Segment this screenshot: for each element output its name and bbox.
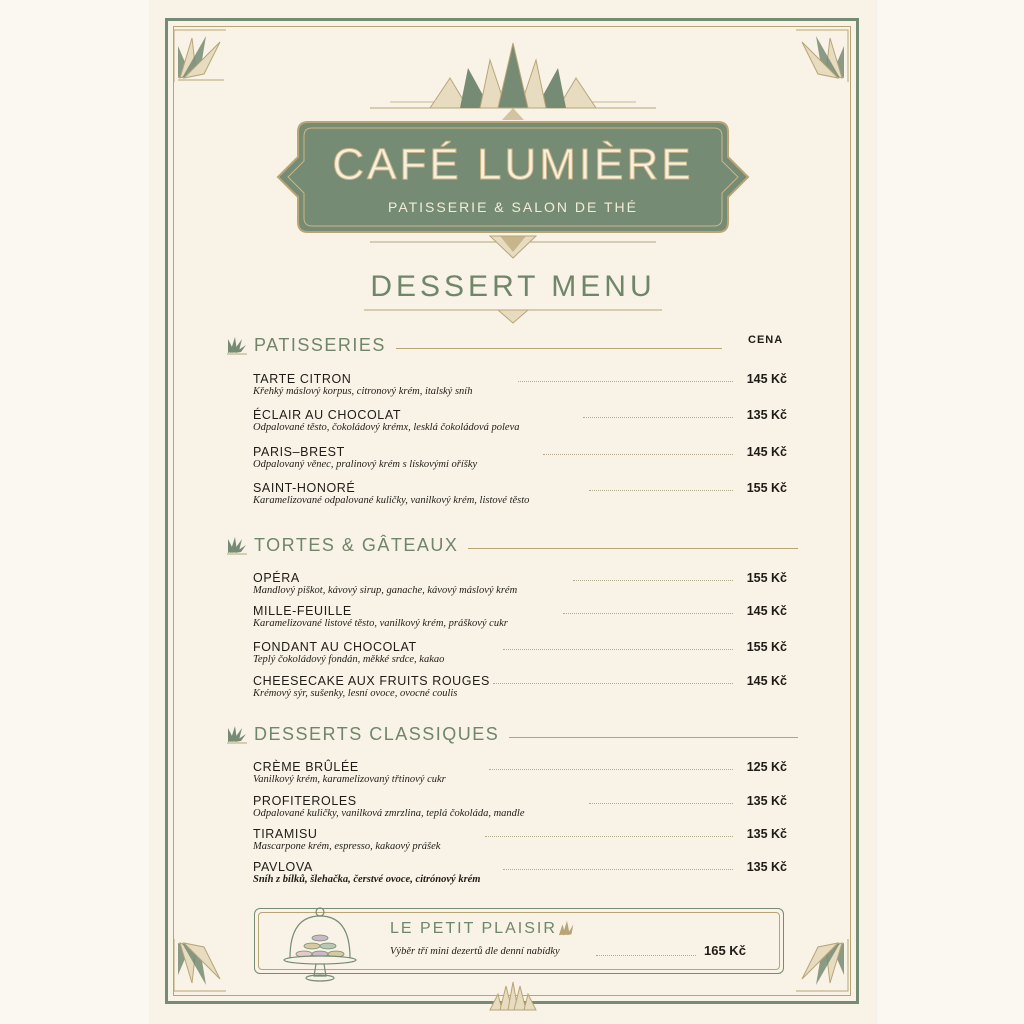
item-description: Odpalovaný věnec, pralinový krém s lískovými oříšky [253, 459, 478, 470]
item-description: Teplý čokoládový fondán, měkké srdce, kakao [253, 654, 445, 665]
item-price: 145 Kč [746, 445, 787, 459]
leader-dots [518, 380, 733, 382]
title-underline-icon [364, 305, 662, 327]
item-price: 125 Kč [746, 760, 787, 774]
item-name: CHEESECAKE AUX FRUITS ROUGES [253, 674, 490, 688]
item-name: PROFITEROLES [253, 794, 357, 808]
section-rule [396, 348, 722, 349]
brand-subtitle: PATISSERIE & SALON DE THÉ [388, 199, 638, 215]
item-description: Mascarpone krém, espresso, kakaový prášek [253, 841, 441, 852]
price-column-header: CENA [748, 334, 784, 346]
menu-item [253, 860, 787, 890]
menu-item [253, 674, 787, 704]
special-title: LE PETIT PLAISIR [390, 920, 557, 937]
item-price: 135 Kč [746, 860, 787, 874]
item-description: Karamelizované listové těsto, vanilkový krém, práškový cukr [253, 618, 508, 629]
bottom-fan-ornament-icon [486, 980, 540, 1014]
menu-item [253, 760, 787, 790]
leader-dots [596, 955, 696, 956]
section-title: PATISSERIES [254, 334, 386, 355]
fan-icon [226, 724, 248, 744]
section-header [226, 333, 798, 357]
leader-dots [493, 682, 733, 684]
menu-item [253, 571, 787, 601]
item-description: Mandlový piškot, kávový sirup, ganache, kávový máslový krém [253, 585, 518, 596]
menu-item [253, 640, 787, 670]
section-header [226, 533, 798, 557]
leader-dots [589, 802, 733, 804]
item-price: 135 Kč [746, 827, 787, 841]
leader-dots [485, 835, 733, 837]
item-name: ÉCLAIR AU CHOCOLAT [253, 408, 402, 422]
menu-item [253, 408, 787, 438]
item-description: Krémový sýr, sušenky, lesní ovoce, ovocné coulis [253, 688, 458, 699]
item-price: 145 Kč [746, 372, 787, 386]
item-price: 145 Kč [746, 604, 787, 618]
item-name: OPÉRA [253, 571, 300, 585]
section-rule [509, 737, 798, 738]
item-price: 135 Kč [746, 408, 787, 422]
corner-fan-ornament-icon [790, 24, 852, 86]
fan-icon [556, 919, 578, 937]
item-name: TIRAMISU [253, 827, 318, 841]
menu-item [253, 794, 787, 824]
item-price: 155 Kč [746, 640, 787, 654]
item-name: TARTE CITRON [253, 372, 352, 386]
corner-fan-ornament-icon [790, 935, 852, 997]
item-description: Křehký máslový korpus, citronový krém, italský sníh [253, 386, 473, 397]
menu-item [253, 604, 787, 634]
fan-icon [226, 335, 248, 355]
item-price: 135 Kč [746, 794, 787, 808]
menu-item [253, 827, 787, 857]
menu-page [150, 0, 876, 1024]
corner-fan-ornament-icon [170, 935, 232, 997]
item-name: PARIS–BREST [253, 445, 345, 459]
special-price: 165 Kč [704, 943, 746, 958]
section-header [226, 722, 798, 746]
item-name: SAINT-HONORÉ [253, 481, 356, 495]
section-rule [468, 548, 798, 549]
section-title: DESSERTS CLASSIQUES [254, 723, 500, 744]
item-description: Karamelizované odpalované kuličky, vanilkový krém, listové těsto [253, 495, 530, 506]
item-price: 155 Kč [746, 481, 787, 495]
leader-dots [583, 416, 733, 418]
leader-dots [503, 868, 733, 870]
leader-dots [573, 579, 733, 581]
menu-item [253, 481, 787, 511]
item-name: FONDANT AU CHOCOLAT [253, 640, 417, 654]
item-name: CRÈME BRÛLÉE [253, 760, 359, 774]
fan-icon [226, 535, 248, 555]
item-description: Sníh z bílků, šlehačka, čerstvé ovoce, citrónový krém [253, 874, 481, 885]
leader-dots [489, 768, 733, 770]
item-name: MILLE-FEUILLE [253, 604, 352, 618]
menu-item [253, 372, 787, 402]
menu-title: DESSERT MENU [370, 270, 656, 303]
item-name: PAVLOVA [253, 860, 313, 874]
section-title: TORTES & GÂTEAUX [254, 534, 459, 555]
item-price: 145 Kč [746, 674, 787, 688]
item-description: Odpalované těsto, čokoládový krémx, lesklá čokoládová poleva [253, 422, 520, 433]
leader-dots [589, 489, 733, 491]
item-description: Vanilkový krém, karamelizovaný třtinový cukr [253, 774, 446, 785]
leader-dots [503, 648, 733, 650]
brand-name: CAFÉ LUMIÈRE [332, 140, 694, 189]
leader-dots [543, 453, 733, 455]
special-description: Výběr tří mini dezertů dle denní nabídky [390, 946, 560, 957]
leader-dots [563, 612, 733, 614]
fan-divider-icon [350, 228, 676, 264]
item-description: Odpalované kuličky, vanilková zmrzlina, teplá čokoláda, mandle [253, 808, 525, 819]
corner-fan-ornament-icon [170, 24, 232, 86]
item-price: 155 Kč [746, 571, 787, 585]
cake-cloche-icon [278, 896, 362, 986]
menu-item [253, 445, 787, 475]
